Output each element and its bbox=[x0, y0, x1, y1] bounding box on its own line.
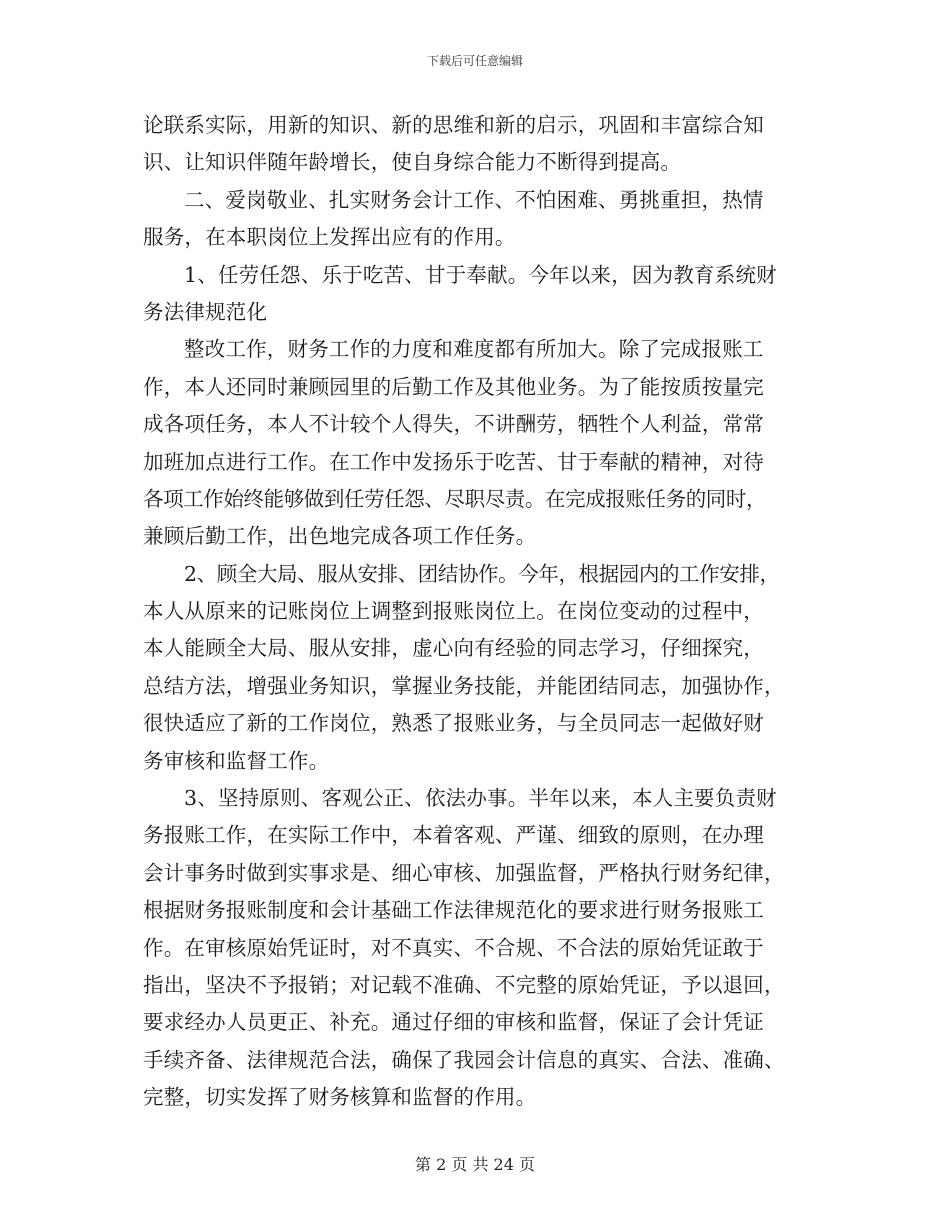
body-line: 兼顾后勤工作，出色地完成各项工作任务。 bbox=[143, 524, 537, 549]
body-line: 完整，切实发挥了财务核算和监督的作用。 bbox=[143, 1085, 537, 1110]
body-line: 根据财务报账制度和会计基础工作法律规范化的要求进行财务报账工 bbox=[143, 898, 764, 923]
subsection-heading: 3、坚持原则、客观公正、依法办事。半年以来，本人主要负责财 bbox=[184, 786, 777, 811]
body-line: 会计事务时做到实事求是、细心审核、加强监督，严格执行财务纪律， bbox=[143, 860, 785, 885]
body-line: 本人能顾全大局、服从安排，虚心向有经验的同志学习，仔细探究， bbox=[143, 636, 764, 661]
document-body bbox=[143, 107, 823, 1117]
body-line: 作，本人还同时兼顾园里的后勤工作及其他业务。为了能按质按量完 bbox=[143, 374, 764, 399]
body-line: 论联系实际，用新的知识、新的思维和新的启示，巩固和丰富综合知 bbox=[143, 113, 764, 137]
body-line: 成各项任务，本人不计较个人得失，不讲酬劳，牺牲个人利益，常常 bbox=[143, 412, 764, 437]
section-heading: 二、爱岗敬业、扎实财务会计工作、不怕困难、勇挑重担，热情 bbox=[184, 187, 764, 212]
body-line: 本人从原来的记账岗位上调整到报账岗位上。在岗位变动的过程中， bbox=[143, 599, 764, 624]
body-line: 整改工作，财务工作的力度和难度都有所加大。除了完成报账工 bbox=[184, 337, 764, 362]
body-line: 务报账工作，在实际工作中，本着客观、严谨、细致的原则，在办理 bbox=[143, 823, 764, 848]
body-line: 识、让知识伴随年龄增长，使自身综合能力不断得到提高。 bbox=[143, 150, 682, 175]
body-line: 加班加点进行工作。在工作中发扬乐于吃苦、甘于奉献的精神，对待 bbox=[143, 449, 764, 474]
body-line: 作。在审核原始凭证时，对不真实、不合规、不合法的原始凭证敢于 bbox=[143, 935, 764, 960]
body-line: 服务，在本职岗位上发挥出应有的作用。 bbox=[143, 225, 516, 250]
body-line: 务法律规范化 bbox=[143, 299, 268, 324]
body-line: 各项工作始终能够做到任劳任怨、尽职尽责。在完成报账任务的同时， bbox=[143, 486, 767, 511]
subsection-heading: 1、任劳任怨、乐于吃苦、甘于奉献。今年以来，因为教育系统财 bbox=[184, 262, 777, 287]
body-line: 手续齐备、法律规范合法，确保了我园会计信息的真实、合法、准确、 bbox=[143, 1047, 785, 1072]
page-number: 第 2 页 共 24 页 bbox=[415, 1155, 535, 1174]
body-line: 很快适应了新的工作岗位，熟悉了报账业务，与全员同志一起做好财 bbox=[143, 711, 764, 736]
body-line: 要求经办人员更正、补充。通过仔细的审核和监督，保证了会计凭证 bbox=[143, 1010, 764, 1035]
page-header: 下载后可任意编辑 bbox=[426, 54, 523, 68]
subsection-heading: 2、顾全大局、服从安排、团结协作。今年，根据园内的工作安排， bbox=[184, 561, 780, 586]
body-line: 指出，坚决不予报销；对记载不准确、不完整的原始凭证，予以退回， bbox=[143, 972, 785, 997]
body-line: 总结方法，增强业务知识，掌握业务技能，并能团结同志，加强协作， bbox=[143, 673, 785, 698]
body-line: 务审核和监督工作。 bbox=[143, 748, 330, 773]
